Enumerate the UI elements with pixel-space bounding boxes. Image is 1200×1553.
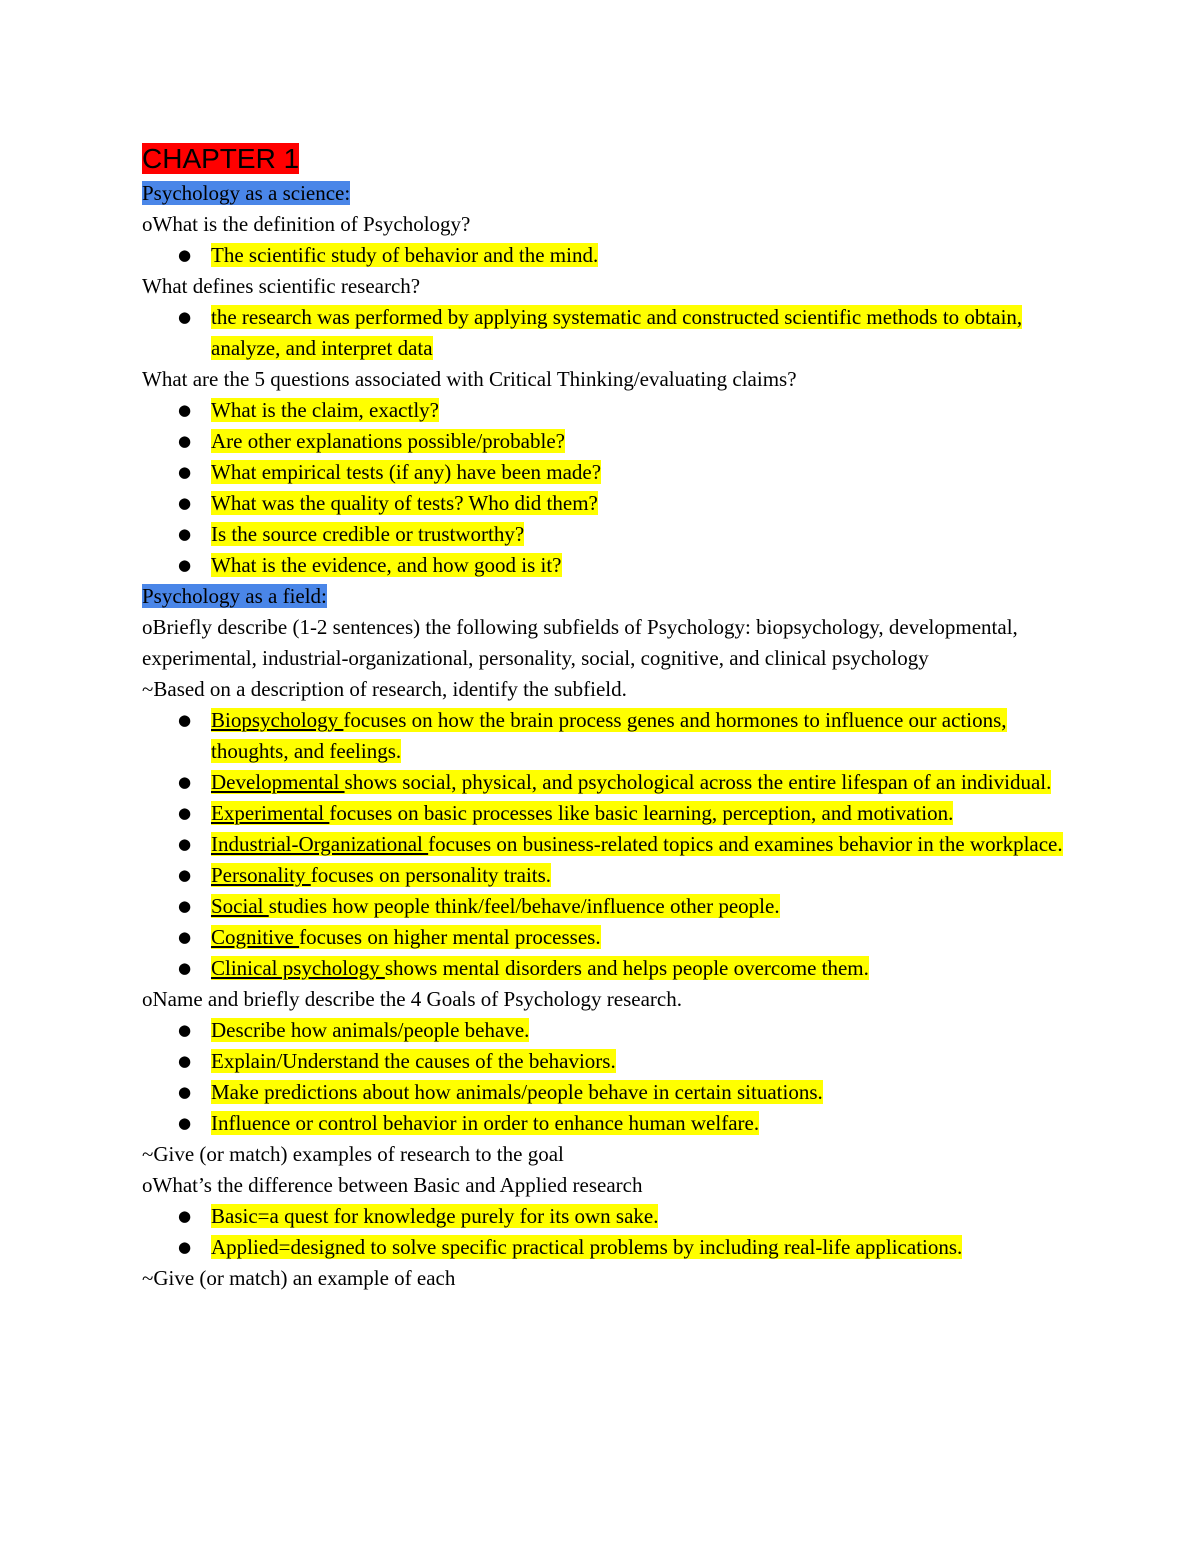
- subfield-term: Social: [211, 894, 269, 918]
- document-page: [142, 140, 1072, 1294]
- list-item: [142, 798, 1072, 829]
- subfield-term: Industrial-Organizational: [211, 832, 429, 856]
- subfield-desc: focuses on business-related topics and examines behavior in the workplace.: [428, 832, 1063, 856]
- list-item: ● The scientific study of behavior and the mind.: [142, 240, 1072, 271]
- bullet-icon: ●: [178, 432, 192, 450]
- bullet-icon: ●: [178, 773, 192, 791]
- prompt-example-each: ~Give (or match) an example of each: [142, 1266, 456, 1290]
- bullet-icon: ●: [178, 246, 192, 264]
- answer-list-critical-thinking: [142, 395, 1072, 581]
- bullet-icon: ●: [178, 804, 192, 822]
- list-item: [142, 953, 1072, 984]
- prompt-match-goal: ~Give (or match) examples of research to the goal: [142, 1142, 564, 1166]
- subfield-desc: focuses on basic processes like basic learning, perception, and motivation.: [329, 801, 954, 825]
- list-item: [142, 767, 1072, 798]
- bullet-icon: ●: [178, 308, 192, 326]
- goals-list: [142, 1015, 1072, 1139]
- bullet-icon: ●: [178, 556, 192, 574]
- list-item: [142, 891, 1072, 922]
- list-item: [142, 705, 1072, 767]
- bullet-icon: ●: [178, 866, 192, 884]
- list-item: ● What is the claim, exactly?: [142, 395, 1072, 426]
- answer-list-scientific-research: [142, 302, 1072, 364]
- bullet-icon: ●: [178, 897, 192, 915]
- subfield-desc: focuses on personality traits.: [310, 863, 552, 887]
- research-types-list: [142, 1201, 1072, 1263]
- list-item: ● Are other explanations possible/probable?: [142, 426, 1072, 457]
- bullet-icon: ●: [178, 1114, 192, 1132]
- question-goals: oName and briefly describe the 4 Goals of Psychology research.: [142, 987, 682, 1011]
- subfield-term: Developmental: [211, 770, 345, 794]
- subfield-list: [142, 705, 1072, 984]
- subfield-term: Cognitive: [211, 925, 300, 949]
- list-item: ● Explain/Understand the causes of the behaviors.: [142, 1046, 1072, 1077]
- bullet-icon: ●: [178, 494, 192, 512]
- list-item: [142, 922, 1072, 953]
- bullet-icon: ●: [178, 525, 192, 543]
- subfield-term: Biopsychology: [211, 708, 344, 732]
- bullet-icon: ●: [178, 1207, 192, 1225]
- subfield-term: Clinical psychology: [211, 956, 385, 980]
- section-heading-field: Psychology as a field:: [142, 584, 327, 608]
- bullet-icon: ●: [178, 1021, 192, 1039]
- subfield-term: Experimental: [211, 801, 330, 825]
- list-item: ● the research was performed by applying systematic and constructed scientific methods to obtain, analyze, and interpret data: [142, 302, 1072, 364]
- list-item: ● Describe how animals/people behave.: [142, 1015, 1072, 1046]
- bullet-icon: ●: [178, 835, 192, 853]
- bullet-icon: ●: [178, 928, 192, 946]
- section-heading-science: Psychology as a science:: [142, 181, 351, 205]
- bullet-icon: ●: [178, 1238, 192, 1256]
- list-item: ● Influence or control behavior in order to enhance human welfare.: [142, 1108, 1072, 1139]
- list-item: ● Is the source credible or trustworthy?: [142, 519, 1072, 550]
- bullet-icon: ●: [178, 401, 192, 419]
- question-scientific-research: What defines scientific research?: [142, 274, 421, 298]
- list-item: ● What is the evidence, and how good is it?: [142, 550, 1072, 581]
- subfield-desc: shows mental disorders and helps people overcome them.: [384, 956, 869, 980]
- bullet-icon: ●: [178, 1083, 192, 1101]
- bullet-icon: ●: [178, 959, 192, 977]
- subfield-desc: shows social, physical, and psychological across the entire lifespan of an individual.: [344, 770, 1052, 794]
- question-critical-thinking: What are the 5 questions associated with Critical Thinking/evaluating claims?: [142, 367, 797, 391]
- list-item: [142, 860, 1072, 891]
- subfield-desc: focuses on how the brain process genes and hormones to influence our actions, thoughts, and feelings.: [211, 708, 1007, 763]
- list-item: ● Basic=a quest for knowledge purely for its own sake.: [142, 1201, 1072, 1232]
- list-item: [142, 829, 1072, 860]
- bullet-icon: ●: [178, 463, 192, 481]
- chapter-title: CHAPTER 1: [142, 143, 300, 174]
- list-item: ● What empirical tests (if any) have been made?: [142, 457, 1072, 488]
- question-basic-applied: oWhat’s the difference between Basic and Applied research: [142, 1173, 643, 1197]
- prompt-identify-subfield: ~Based on a description of research, identify the subfield.: [142, 677, 627, 701]
- list-item: ● Make predictions about how animals/people behave in certain situations.: [142, 1077, 1072, 1108]
- question-definition: oWhat is the definition of Psychology?: [142, 212, 471, 236]
- subfield-desc: focuses on higher mental processes.: [299, 925, 601, 949]
- answer-list-definition: [142, 240, 1072, 271]
- list-item: ● Applied=designed to solve specific practical problems by including real-life applications.: [142, 1232, 1072, 1263]
- bullet-icon: ●: [178, 1052, 192, 1070]
- question-subfields: oBriefly describe (1-2 sentences) the following subfields of Psychology: biopsychology, developmental, experimental, industrial-organizational, personality, social, cognitive, and clinical psychology: [142, 615, 1018, 670]
- list-item: ● What was the quality of tests? Who did them?: [142, 488, 1072, 519]
- subfield-desc: studies how people think/feel/behave/influence other people.: [268, 894, 780, 918]
- subfield-term: Personality: [211, 863, 311, 887]
- bullet-icon: ●: [178, 711, 192, 729]
